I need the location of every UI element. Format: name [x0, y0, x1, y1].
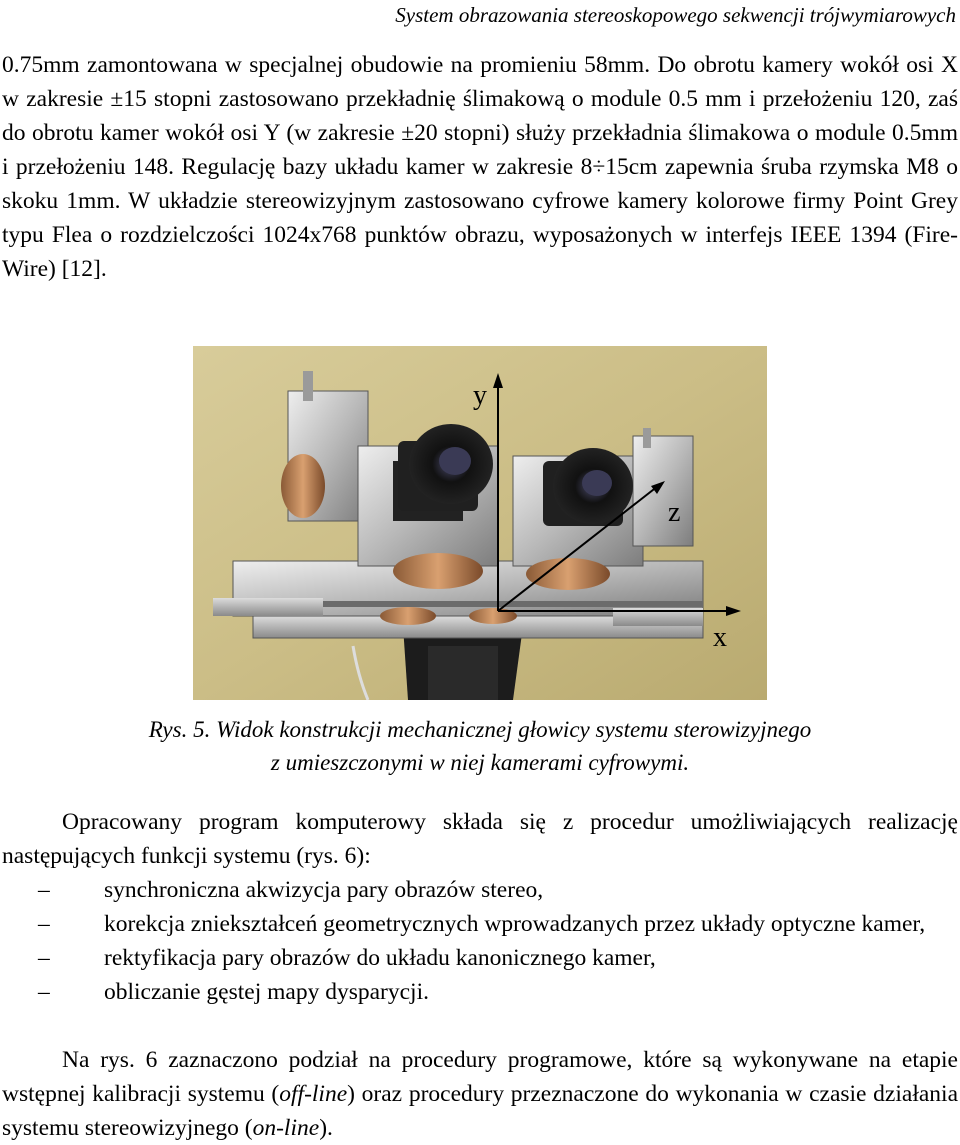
axis-label-x: x: [713, 622, 727, 653]
list-item: – korekcja zniekształceń geometrycznych wprowadzanych przez układy optyczne kamer,: [0, 907, 958, 941]
online-term: on-line: [252, 1115, 320, 1141]
dash-bullet: –: [38, 979, 50, 1005]
figure-caption: [0, 713, 960, 779]
axis-label-z: z: [668, 497, 681, 528]
dash-bullet: –: [38, 945, 50, 971]
function-list: [0, 873, 958, 1009]
paragraph-3: Na rys. 6 zaznaczono podział na procedury programowe, które są wykonywane na etapie wstępnej kalibracji systemu (off-line) oraz procedury przeznaczone do wykonania w czasie działania systemu stereowizyjnego (on-line).: [2, 1047, 958, 1141]
caption-line-1: Rys. 5. Widok konstrukcji mechanicznej głowicy systemu sterowizyjnego: [148, 717, 812, 742]
paragraph-1: 0.75mm zamontowana w specjalnej obudowie na promieniu 58mm. Do obrotu kamery wokół osi X w zakresie ±15 stopni zastosowano przekładnię ślimakową o module 0.5 mm i przełożeniu 120, zaś do obrotu kamer wokół osi Y (w zakresie ±20 stopni) służy przekładnia ślimakowa o module 0.5mm i przełożeniu 148. Regulację bazy układu kamer w zakresie 8÷15cm zapewnia śruba rzymska M8 o skoku 1mm. W układzie stereowizyjnym zastosowano cyfrowe kamery kolorowe firmy Point Grey typu Flea o rozdzielczości 1024x768 punktów obrazu, wyposażonych w interfejs IEEE 1394 (Fire-Wire) [12].: [2, 52, 958, 282]
dash-bullet: –: [38, 877, 50, 903]
paragraph-2: Opracowany program komputerowy składa się z procedur umożliwiających realizację następujących funkcji systemu (rys. 6):: [2, 809, 958, 869]
list-item: – rektyfikacja pary obrazów do układu kanonicznego kamer,: [0, 941, 958, 975]
offline-term: off-line: [279, 1081, 348, 1107]
running-header: [0, 0, 960, 30]
running-title: System obrazowania stereoskopowego sekwencji trójwymiarowych: [395, 3, 956, 27]
list-item: – obliczanie gęstej mapy dysparycji.: [0, 975, 958, 1009]
list-item: – synchroniczna akwizycja pary obrazów stereo,: [0, 873, 958, 907]
axis-label-y: y: [473, 380, 487, 411]
dash-bullet: –: [38, 911, 50, 937]
figure-photo: [193, 346, 767, 700]
caption-line-2: z umieszczonymi w niej kamerami cyfrowymi.: [270, 750, 690, 775]
